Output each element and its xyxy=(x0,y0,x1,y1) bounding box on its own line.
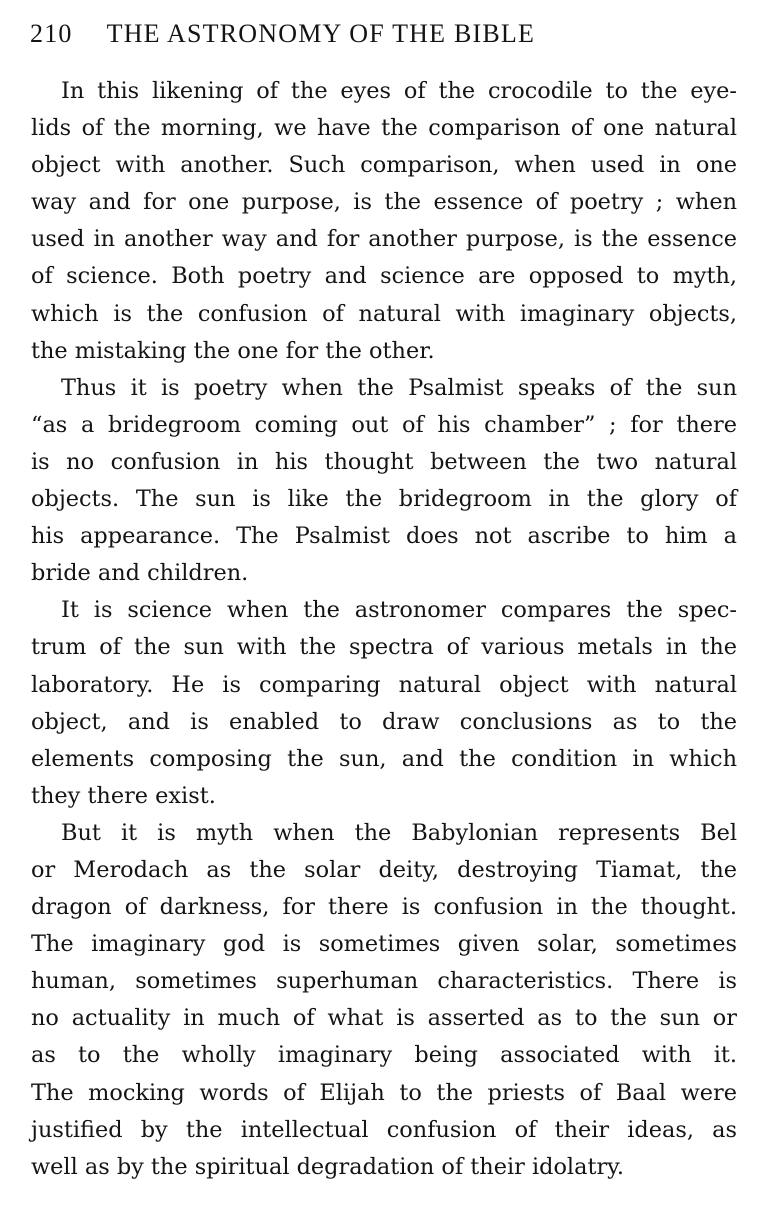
body-text xyxy=(31,73,737,1186)
text-line: elements composing the sun, and the condition in which xyxy=(31,745,737,772)
text-line: objects. The sun is like the bridegroom in the glory of xyxy=(31,486,737,513)
text-line: way and for one purpose, is the essence of poetry ; when xyxy=(31,189,737,216)
text-line: trum of the sun with the spectra of various metals in the xyxy=(31,634,737,661)
text-line: dragon of darkness, for there is confusion in the thought. xyxy=(31,894,737,921)
text-line: as to the wholly imaginary being associated with it. xyxy=(31,1042,737,1069)
running-head xyxy=(30,14,730,54)
text-line: object, and is enabled to draw conclusions as to the xyxy=(31,708,737,735)
text-line: which is the confusion of natural with imaginary objects, xyxy=(31,300,737,327)
text-line: bride and children. xyxy=(31,560,249,587)
paragraph-4 xyxy=(31,815,737,1186)
text-line: they there exist. xyxy=(31,782,216,809)
page-number: 210 xyxy=(30,19,73,48)
book-title: THE ASTRONOMY OF THE BIBLE xyxy=(106,19,536,48)
text-line: is no confusion in his thought between the two natural xyxy=(31,448,737,475)
text-line: It is science when the astronomer compares the spec- xyxy=(61,597,737,624)
text-line: of science. Both poetry and science are opposed to myth, xyxy=(31,263,737,290)
text-line: object with another. Such comparison, when used in one xyxy=(31,152,737,179)
text-line: lids of the morning, we have the comparison of one natural xyxy=(31,115,737,142)
text-line: In this likening of the eyes of the crocodile to the eye- xyxy=(61,78,737,104)
text-line: The mocking words of Elijah to the priests of Baal were xyxy=(31,1079,737,1106)
text-line: human, sometimes superhuman characteristics. There is xyxy=(31,968,737,995)
text-line: or Merodach as the solar deity, destroying Tiamat, the xyxy=(31,856,737,883)
text-line: well as by the spiritual degradation of their idolatry. xyxy=(31,1153,624,1180)
text-line: The imaginary god is sometimes given solar, sometimes xyxy=(31,931,737,958)
text-line: his appearance. The Psalmist does not ascribe to him a xyxy=(31,523,737,550)
text-line: But it is myth when the Babylonian represents Bel xyxy=(61,819,737,846)
text-line: justified by the intellectual confusion of their ideas, as xyxy=(31,1116,737,1143)
paragraph-3 xyxy=(31,592,737,815)
text-line: laboratory. He is comparing natural object with natural xyxy=(31,671,737,698)
text-line: Thus it is poetry when the Psalmist speaks of the sun xyxy=(61,374,737,401)
paragraph-2 xyxy=(31,370,737,593)
text-line: “as a bridegroom coming out of his chamber” ; for there xyxy=(31,411,737,438)
text-line: the mistaking the one for the other. xyxy=(31,337,435,364)
text-line: used in another way and for another purpose, is the essence xyxy=(31,226,737,253)
paragraph-1 xyxy=(31,73,737,370)
text-line: no actuality in much of what is asserted as to the sun or xyxy=(31,1005,737,1032)
